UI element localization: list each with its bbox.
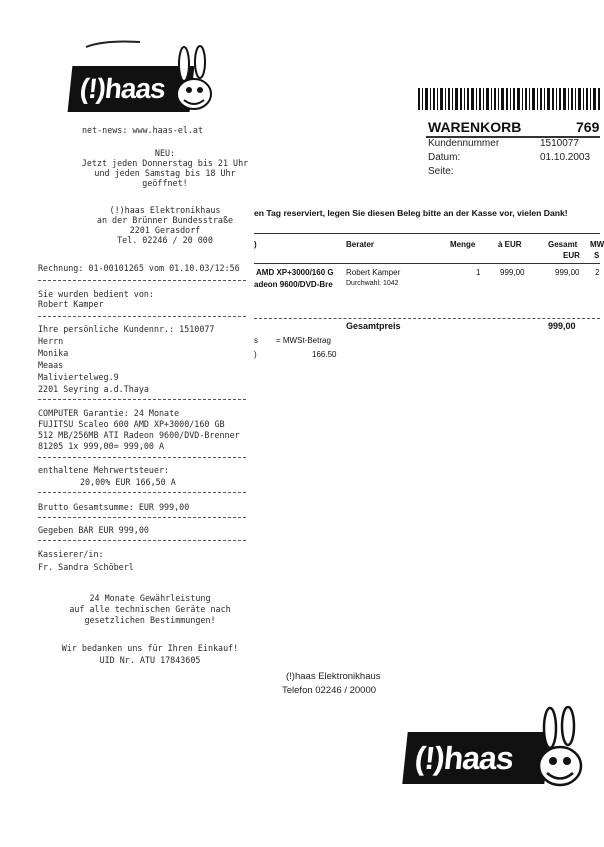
footer-phone: Telefon 02246 / 20000 (282, 685, 377, 696)
mwst-marker-2: ) (254, 350, 257, 359)
item-desc-1: AMD XP+3000/160 G (256, 268, 334, 277)
kassierer-name: Fr. Sandra Schöberl (38, 562, 134, 572)
address-line-1: Herrn (38, 336, 64, 346)
barcode-icon (418, 88, 600, 110)
store-line-2: an der Brünner Bundesstraße (96, 215, 234, 225)
mwst-value: 166.50 (312, 350, 337, 359)
store-line-4: Tel. 02246 / 20 000 (117, 235, 213, 245)
total-label: Gesamtpreis (346, 321, 401, 331)
mwst-label: = MWSt-Betrag (276, 336, 331, 345)
item-gesamt: 999,00 (555, 268, 580, 277)
cart-number: 769 (576, 119, 600, 135)
kassierer-label: Kassierer/in: (38, 549, 104, 559)
datum-label: Datum: (428, 152, 461, 163)
bedient-name: Robert Kamper (38, 299, 104, 309)
item-mw: 2 (595, 268, 600, 277)
divider (38, 517, 246, 518)
garantie-line-1: 24 Monate Gewährleistung (89, 593, 211, 603)
footer-company: (!)haas Elektronikhaus (286, 671, 381, 682)
header-rule (254, 263, 600, 264)
header-desc-marker: ) (254, 240, 257, 249)
store-line-1: (!)haas Elektronikhaus (109, 205, 221, 215)
header-berater: Berater (346, 240, 375, 249)
neu-heading: NEU: (154, 148, 176, 158)
divider (38, 316, 246, 317)
gegeben-line: Gegeben BAR EUR 999,00 (38, 525, 149, 535)
kundennummer-label: Kundennummer (428, 138, 500, 149)
item-line-1: COMPUTER Garantie: 24 Monate (38, 408, 180, 418)
kundennummer-value: 1510077 (540, 138, 579, 149)
item-line-4: 81205 1x 999,00= 999,00 A (38, 441, 165, 451)
garantie-line-2: auf alle technischen Geräte nach (69, 604, 231, 614)
item-desc-2: adeon 9600/DVD-Bre (254, 280, 333, 289)
notice-line-3: geöffnet! (142, 178, 188, 188)
kunden-line: Ihre persönliche Kundennr.: 1510077 (38, 324, 215, 334)
mwst-marker-1: s (254, 336, 258, 345)
notice-line-2: und jeden Samstag bis 18 Uhr (94, 168, 236, 178)
cart-logo (402, 732, 549, 784)
item-menge: 1 (476, 268, 481, 277)
address-line-4: Maliviertelweg.9 (38, 372, 119, 382)
garantie-line-3: gesetzlichen Bestimmungen! (84, 615, 216, 625)
cart-title: WARENKORB (428, 119, 522, 135)
brutto-line: Brutto Gesamtsumme: EUR 999,00 (38, 502, 190, 512)
divider (38, 492, 246, 493)
bunny-mascot-icon (532, 706, 588, 798)
header-gesamt: Gesamt (548, 240, 578, 249)
store-line-3: 2201 Gerasdorf (129, 225, 201, 235)
mwst-label: enthaltene Mehrwertsteuer: (38, 465, 170, 475)
uid-line: UID Nr. ATU 17843605 (99, 655, 201, 665)
receipt-logo-text: (!)haas (78, 73, 167, 104)
divider (38, 457, 246, 458)
thanks-line-1: Wir bedanken uns für Ihren Einkauf! (61, 643, 239, 653)
item-berater: Robert Kamper (346, 268, 401, 277)
header-mw: MW (590, 240, 604, 249)
divider (38, 399, 246, 400)
bunny-mascot-icon (170, 46, 216, 120)
item-line-2: FUJITSU Scaleo 600 AMD XP+3000/160 GB (38, 419, 225, 429)
news-line: net-news: www.haas-el.at (82, 125, 204, 135)
header-menge: Menge (450, 240, 476, 249)
item-a-eur: 999,00 (500, 268, 525, 277)
rechnung-line: Rechnung: 01-00101265 vom 01.10.03/12:56 (38, 263, 240, 273)
item-line-3: 512 MB/256MB ATI Radeon 9600/DVD-Brenner (38, 430, 240, 440)
header-gesamt-sub: EUR (563, 251, 580, 260)
header-mw-sub: S (594, 251, 600, 260)
datum-value: 01.10.2003 (540, 152, 591, 163)
reservation-note: en Tag reserviert, legen Sie diesen Beleg bitte an der Kasse vor, vielen Dank! (254, 208, 568, 218)
address-line-5: 2201 Seyring a.d.Thaya (38, 384, 149, 394)
mwst-line: 20,00% EUR 166,50 A (80, 477, 176, 487)
address-line-3: Meaas (38, 360, 64, 370)
cart-logo-text: (!)haas (413, 740, 515, 776)
divider (38, 540, 246, 541)
total-rule (254, 318, 600, 319)
item-durchwahl: Durchwahl: 1042 (346, 280, 399, 287)
header-a-eur: à EUR (498, 240, 522, 249)
total-value: 999,00 (548, 321, 576, 331)
bedient-label: Sie wurden bedient von: (38, 289, 154, 299)
notice-line-1: Jetzt jeden Donnerstag bis 21 Uhr (81, 158, 249, 168)
address-line-2: Monika (38, 348, 69, 358)
table-top-rule (254, 233, 600, 234)
divider (38, 280, 246, 281)
seite-label: Seite: (428, 166, 454, 177)
scribble-mark (84, 38, 144, 50)
